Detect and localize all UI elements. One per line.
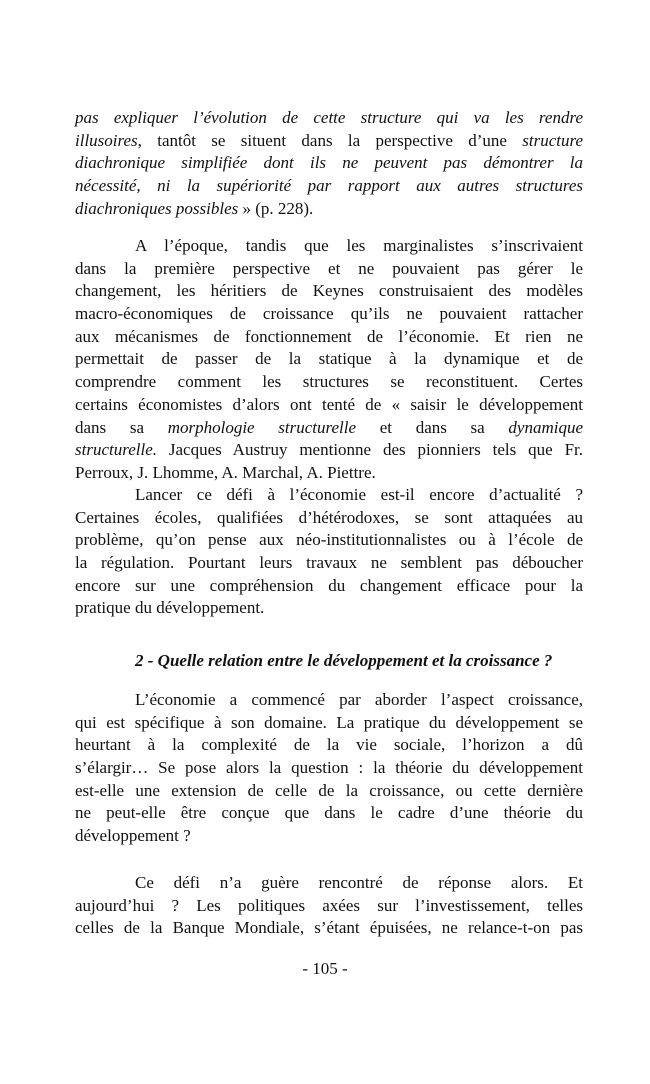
text: Certaines écoles, qualifiées d’hétérodoxes, se sont attaquées au	[75, 507, 583, 527]
italic-text: structure	[522, 130, 583, 150]
text: » (p. 228).	[238, 198, 314, 218]
paragraph	[75, 484, 583, 620]
italic-text: morphologie structurelle	[167, 417, 357, 437]
text: , tantôt se situent dans la perspective d’une	[137, 130, 523, 150]
text: Ce défi n’a guère rencontré de réponse alors. Et	[135, 873, 583, 892]
text: ne peut-elle être conçue que dans le cadre d’une théorie du	[75, 803, 583, 823]
text-line	[75, 575, 583, 598]
text: changement, les héritiers de Keynes construisaient des modèles	[75, 281, 583, 301]
text-line	[75, 130, 583, 153]
section-heading: 2 - Quelle relation entre le développement et la croissance ?	[135, 651, 553, 670]
text: et dans sa	[356, 417, 509, 437]
text-line	[75, 371, 583, 394]
text: aux mécanismes de fonctionnement de l’économie. Et rien ne	[75, 326, 583, 346]
text: celles de la Banque Mondiale, s’étant épuisées, ne relance-t-on pas	[75, 918, 583, 938]
paragraph	[75, 872, 583, 940]
text-line	[75, 895, 583, 918]
italic-text: diachroniques possibles	[75, 198, 239, 218]
text-line	[75, 917, 583, 940]
text-line	[75, 326, 583, 349]
text-line	[75, 439, 583, 462]
text: comprendre comment les structures se reconstituent. Certes	[75, 372, 583, 392]
text-line	[75, 529, 583, 552]
text: dans sa	[75, 417, 168, 437]
text-line	[75, 802, 583, 825]
text-line	[75, 198, 583, 221]
text: Lancer ce défi à l’économie est-il encore d’actualité ?	[135, 485, 583, 504]
text: certains économistes d’alors ont tenté de « saisir le développement	[75, 394, 583, 414]
text-line	[75, 175, 583, 198]
text: qui est spécifique à son domaine. La pratique du développement se	[75, 712, 583, 732]
text: Perroux, J. Lhomme, A. Marchal, A. Piettre.	[75, 462, 376, 482]
text-line	[75, 780, 583, 803]
text-line	[75, 597, 583, 620]
text-line	[75, 258, 583, 281]
text: la régulation. Pourtant leurs travaux ne semblent pas déboucher	[75, 553, 583, 573]
italic-text: nécessité, ni la supériorité par rapport aux autres structures	[75, 176, 583, 196]
text-line	[75, 107, 583, 130]
text-line	[75, 394, 583, 417]
text-line	[75, 417, 583, 440]
text: est-elle une extension de celle de la croissance, ou cette dernière	[75, 780, 583, 800]
text: macro-économiques de croissance qu’ils ne pouvaient rattacher	[75, 304, 583, 324]
text: s’élargir… Se pose alors la question : la théorie du développement	[75, 758, 583, 778]
italic-text: structurelle.	[75, 440, 157, 460]
text-line	[75, 235, 583, 258]
paragraph	[75, 689, 583, 848]
text: L’économie a commencé par aborder l’aspect croissance,	[135, 690, 583, 709]
text: permettait de passer de la statique à la dynamique et de	[75, 349, 583, 369]
italic-text: illusoires	[75, 130, 138, 150]
text-line	[75, 825, 583, 848]
text-line	[75, 757, 583, 780]
page-number: - 105 -	[302, 959, 348, 978]
text: aujourd’hui ? Les politiques axées sur l’investissement, telles	[75, 895, 583, 915]
text-line	[75, 280, 583, 303]
text: développement ?	[75, 826, 191, 846]
text-line	[75, 303, 583, 326]
text: A l’époque, tandis que les marginalistes s’inscrivaient	[135, 236, 583, 255]
text-line	[75, 507, 583, 530]
text: heurtant à la complexité de la vie sociale, l’horizon a dû	[75, 735, 583, 755]
text: Jacques Austruy mentionne des pionniers tels que Fr.	[157, 440, 583, 460]
text-line	[75, 462, 583, 485]
text-line	[75, 152, 583, 175]
text: pratique du développement.	[75, 598, 265, 618]
italic-text: pas expliquer l’évolution de cette structure qui va les rendre	[75, 108, 583, 127]
text-line	[75, 689, 583, 712]
text: dans la première perspective et ne pouvaient pas gérer le	[75, 258, 583, 278]
paragraph	[75, 107, 583, 220]
italic-text: diachronique simplifiée dont ils ne peuvent pas démontrer la	[75, 153, 583, 173]
paragraph	[75, 235, 583, 485]
text-line	[75, 348, 583, 371]
text: problème, qu’on pense aux néo-institutionnalistes ou à l’école de	[75, 530, 583, 550]
text-line	[75, 552, 583, 575]
text: encore sur une compréhension du changement efficace pour la	[75, 575, 583, 595]
text-line	[75, 712, 583, 735]
text-line	[75, 484, 583, 507]
text-line	[75, 872, 583, 895]
italic-text: dynamique	[508, 417, 583, 437]
text-line	[75, 734, 583, 757]
